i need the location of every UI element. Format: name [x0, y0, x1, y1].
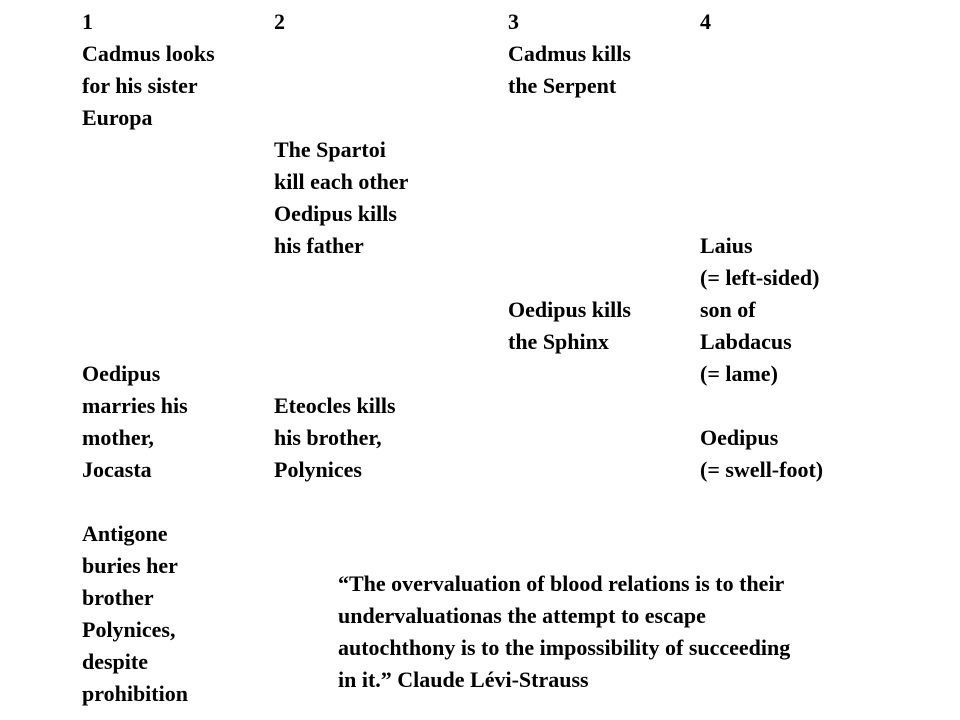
sphinx-entry	[508, 294, 631, 358]
text-line: his brother,	[274, 425, 382, 450]
text-line: Polynices	[274, 457, 362, 482]
text-line: Labdacus	[700, 329, 792, 354]
cadmus-kills-entry	[508, 38, 631, 102]
eteocles-entry	[274, 390, 396, 486]
text-line: the Serpent	[508, 73, 617, 98]
text-line: Antigone	[82, 521, 168, 546]
text-line: Cadmus kills	[508, 41, 631, 66]
quote-line: autochthony is to the impossibility of succeeding	[338, 635, 791, 660]
text-line: (= lame)	[700, 361, 778, 386]
oedipus-kills-father-entry	[274, 198, 397, 262]
text-line: Oedipus	[700, 425, 779, 450]
text-line: for his sister	[82, 73, 198, 98]
levi-strauss-quote	[338, 568, 918, 696]
text-line: The Spartoi	[274, 137, 386, 162]
text-line: Oedipus kills	[274, 201, 397, 226]
column-number-3: 3	[508, 9, 519, 34]
quote-line: in it.” Claude Lévi-Strauss	[338, 667, 589, 692]
text-line: Jocasta	[82, 457, 152, 482]
text-line: (= left-sided)	[700, 265, 820, 290]
text-line: Oedipus kills	[508, 297, 631, 322]
text-line: Laius	[700, 233, 753, 258]
text-line: mother,	[82, 425, 154, 450]
text-line: Polynices,	[82, 617, 176, 642]
text-line: buries her	[82, 553, 178, 578]
antigone-entry	[82, 518, 188, 710]
text-line: son of	[700, 297, 756, 322]
text-line: prohibition	[82, 681, 188, 706]
column-number-1: 1	[82, 9, 93, 34]
column-number-2: 2	[274, 9, 285, 34]
laius-entry	[700, 230, 819, 390]
text-line: kill each other	[274, 169, 409, 194]
oedipus-name-entry	[700, 422, 823, 486]
text-line: marries his	[82, 393, 188, 418]
quote-line: “The overvaluation of blood relations is to their	[338, 571, 785, 596]
column-number-4: 4	[700, 9, 711, 34]
text-line: Cadmus looks	[82, 41, 215, 66]
text-line: the Sphinx	[508, 329, 609, 354]
text-line: brother	[82, 585, 154, 610]
spartoi-entry	[274, 134, 408, 198]
oedipus-marries-entry	[82, 358, 188, 486]
text-line: Europa	[82, 105, 153, 130]
text-line: Eteocles kills	[274, 393, 396, 418]
quote-line: undervaluationas the attempt to escape	[338, 603, 706, 628]
text-line: Oedipus	[82, 361, 161, 386]
text-line: his father	[274, 233, 364, 258]
cadmus-looks-entry	[82, 38, 215, 134]
text-line: despite	[82, 649, 148, 674]
text-line: (= swell-foot)	[700, 457, 824, 482]
